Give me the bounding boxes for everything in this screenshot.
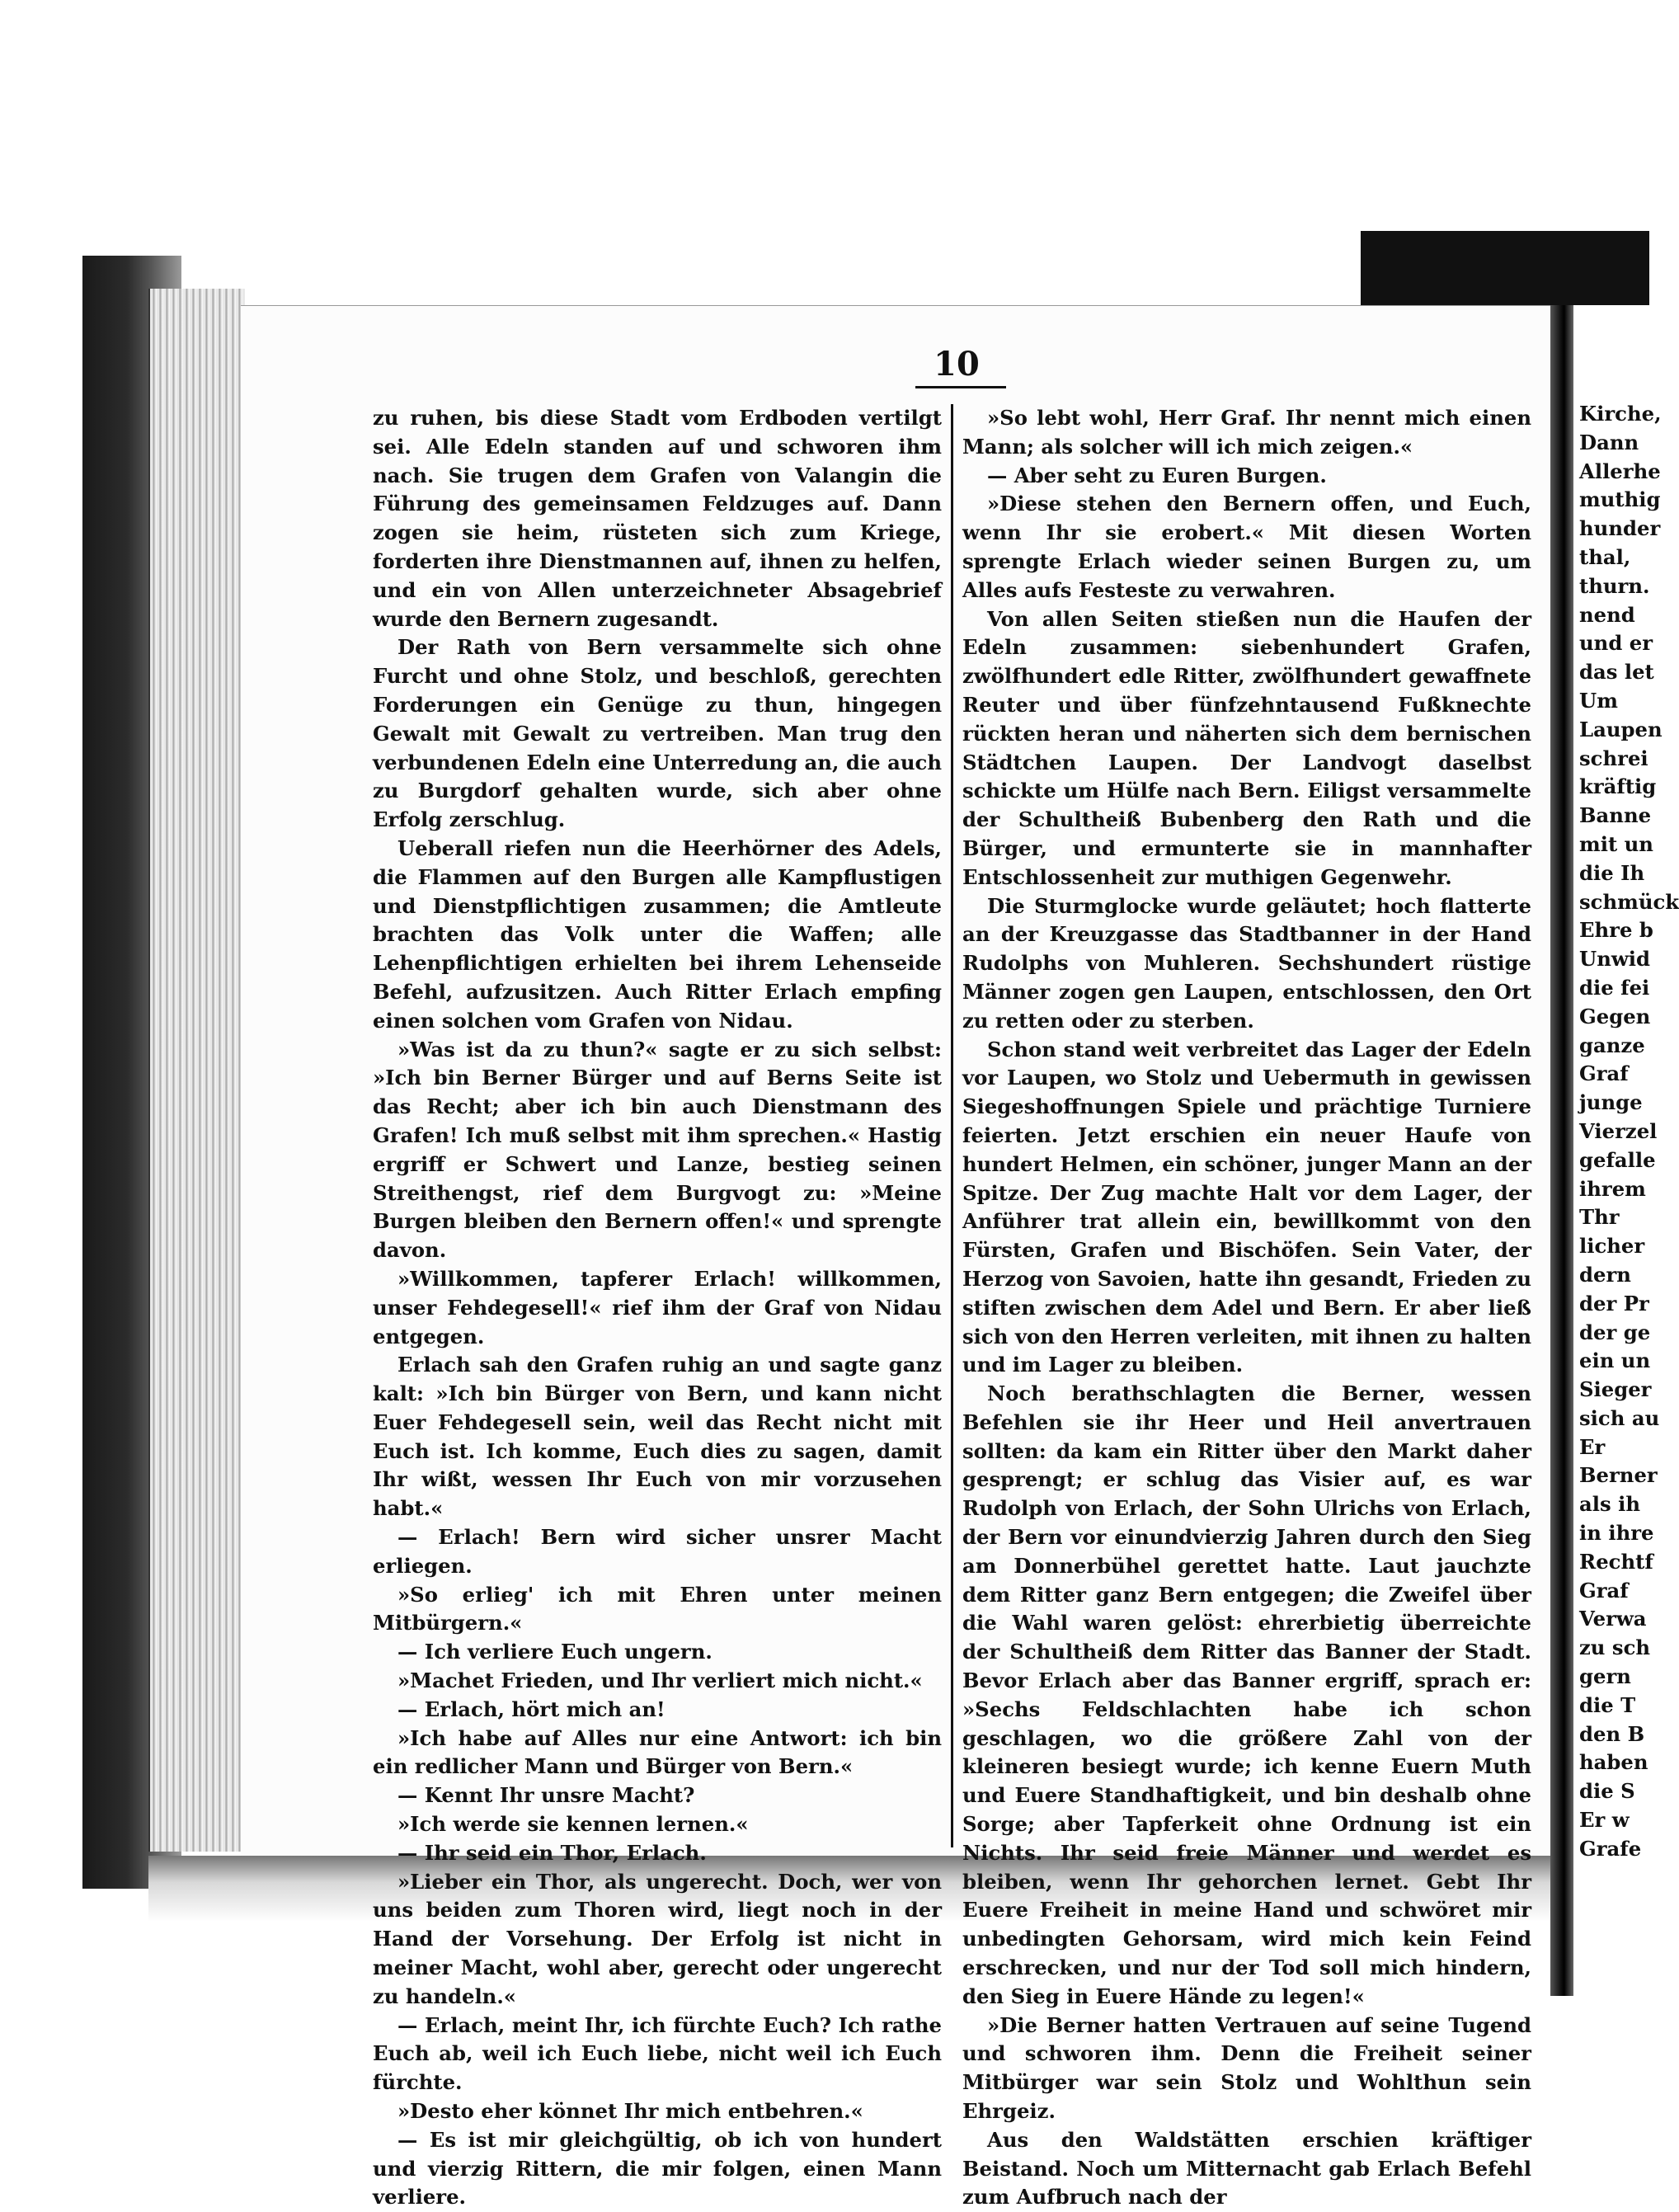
facing-page-line: licher (1579, 1234, 1645, 1259)
facing-page-line: die fei (1579, 975, 1650, 1000)
facing-page-line: thal, (1579, 544, 1631, 569)
facing-page-line: die S (1579, 1779, 1635, 1804)
paragraph: Schon stand weit verbreitet das Lager der Edeln vor Laupen, wo Stolz und Uebermuth in gewissen Siegeshoffnungen Spiele und prächtige Turniere feierten. Jetzt erschien ein neuer Haufe von hundert Helmen, ein schöner, junger Mann an der Spitze. Der Zug machte Halt vor dem Lager, der Anführer trat allein ein, bewillkommt von den Fürsten, Grafen und Bischöfen. Sein Vater, der Herzog von Savoien, hatte ihn gesandt, Frieden zu stiften zwischen dem Adel und Bern. Er aber ließ sich von den Herren verleiten, mit ihnen zu halten und im Lager zu bleiben. (962, 1037, 1531, 1377)
facing-page-line: Thr (1579, 1205, 1620, 1230)
facing-page-line: Rechtf (1579, 1549, 1653, 1574)
paragraph: »Die Berner hatten Vertrauen auf seine Tugend und schworen ihm. Denn die Freiheit seiner Mitbürger war sein Stolz und Wohlthun sein Ehrgeiz. (962, 2012, 1531, 2124)
dialogue-line: — Ich verliere Euch ungern. (397, 1640, 713, 1664)
paragraph: »Diese stehen den Bernern offen, und Euch, wenn Ihr sie erobert.« Mit diesen Worten sprengte Erlach wieder seinen Burgen zu, um Alles aufs Festeste zu verwahren. (962, 492, 1531, 602)
facing-page-line: Grafe (1579, 1836, 1642, 1861)
facing-page-line: sich au (1579, 1405, 1660, 1430)
facing-page-line: ihrem (1579, 1176, 1646, 1201)
page-number-rule (915, 386, 1006, 388)
facing-page-line: Ehre b (1579, 918, 1653, 943)
dialogue-line: — Erlach, meint Ihr, ich fürchte Euch? Ich rathe Euch ab, weil ich Euch liebe, nicht weil ich Euch fürchte. (373, 2012, 942, 2095)
facing-page-line: Graf (1579, 1061, 1629, 1086)
facing-page-line: ein un (1579, 1348, 1651, 1373)
facing-page-line: und er (1579, 631, 1653, 656)
dialogue-line: — Es ist mir gleichgültig, ob ich von hundert und vierzig Rittern, die mir folgen, einen Mann verliere. (373, 2127, 942, 2210)
facing-page-line: gern (1579, 1664, 1631, 1689)
facing-page-line: mit un (1579, 831, 1653, 856)
facing-page-line: Um (1579, 688, 1618, 713)
stacked-page-edges (148, 289, 245, 1852)
facing-page-line: Banne (1579, 803, 1652, 828)
facing-page-line: gefalle (1579, 1147, 1656, 1172)
paragraph: »Was ist da zu thun?« sagte er zu sich selbst: »Ich bin Berner Bürger und auf Berns Seite ist das Recht; aber ich bin auch Dienstmann des Grafen! Ich muß selbst mit ihm sprechen.« Hastig ergriff er Schwert und Lanze, bestieg seinen Streithengst, rief dem Burgvogt zu: »Meine Burgen bleiben den Bernern offen!« und sprengte davon. (373, 1037, 942, 1263)
scanner-top-shadow (1361, 231, 1649, 305)
dialogue-line: »Desto eher könnet Ihr mich entbehren.« (397, 2099, 863, 2124)
dialogue-line: — Aber seht zu Euren Burgen. (987, 463, 1327, 487)
facing-page-line: Er w (1579, 1808, 1630, 1833)
dialogue-line: — Erlach, hört mich an! (397, 1697, 665, 1721)
dialogue-line: »Machet Frieden, und Ihr verliert mich nicht.« (397, 1668, 923, 1693)
text-column-right (962, 404, 1531, 2212)
facing-page-line: die Ih (1579, 860, 1645, 885)
paragraph: Der Rath von Bern versammelte sich ohne Furcht und ohne Stolz, und beschloß, gerechten Forderungen ein Genüge zu thun, hingegen Gewalt mit Gewalt zu vertreiben. Man trug den verbundenen Edeln eine Unterredung an, die auch zu Burgdorf gehalten wurde, sich aber ohne Erfolg zerschlug. (373, 635, 942, 832)
facing-page-line: Verwa (1579, 1607, 1647, 1631)
facing-page-line: ganze (1579, 1033, 1645, 1057)
paragraph: Erlach sah den Grafen ruhig an und sagte ganz kalt: »Ich bin Bürger von Bern, und kann nicht Euer Fehdegesell sein, weil das Recht nicht mit Euch ist. Ich komme, Euch dies zu sagen, damit Ihr wißt, wessen Ihr Euch von mir vorzusehen habt.« (373, 1353, 942, 1521)
facing-page-line: schrei (1579, 746, 1648, 770)
facing-page-line: nend (1579, 602, 1635, 627)
dialogue-line: — Kennt Ihr unsre Macht? (397, 1783, 695, 1808)
facing-page-line: Graf (1579, 1578, 1629, 1603)
dialogue-line: »Ich werde sie kennen lernen.« (397, 1812, 749, 1837)
facing-page-line: kräftig (1579, 774, 1657, 799)
paragraph: Die Sturmglocke wurde geläutet; hoch flatterte an der Kreuzgasse das Stadtbanner in der Hand Rudolphs von Muhleren. Sechshundert rüstige Männer zogen gen Laupen, entschlossen, den Ort zu retten oder zu sterben. (962, 893, 1531, 1033)
dialogue-line: »So lebt wohl, Herr Graf. Ihr nennt mich einen Mann; als solcher will ich mich zeigen.« (962, 406, 1531, 459)
facing-page-line: die T (1579, 1692, 1636, 1717)
facing-page-line: Er (1579, 1434, 1606, 1459)
facing-page-line: den B (1579, 1721, 1645, 1746)
paragraph: Aus den Waldstätten erschien kräftiger Beistand. Noch um Mitternacht gab Erlach Befehl zum Aufbruch nach der (962, 2127, 1531, 2210)
facing-page-line: Sieger (1579, 1377, 1652, 1402)
facing-page-line: der Pr (1579, 1291, 1649, 1315)
dialogue-line: »Lieber ein Thor, als ungerecht. Doch, wer von uns beiden zum Thoren wird, liegt noch in der Hand der Vorsehung. Der Erfolg ist nicht in meiner Macht, wohl aber, gerecht oder ungerecht zu handeln.« (373, 1869, 942, 2008)
book-gutter (1550, 305, 1573, 1996)
facing-page-line: thurn. (1579, 573, 1650, 598)
facing-page-line: dern (1579, 1262, 1631, 1287)
facing-page-line: muthig (1579, 487, 1661, 512)
dialogue-line: »So erlieg' ich mit Ehren unter meinen Mitbürgern.« (373, 1582, 942, 1635)
dialogue-line: »Ich habe auf Alles nur eine Antwort: ich bin ein redlicher Mann und Bürger von Bern.« (373, 1725, 942, 1779)
facing-page-line: Gegen (1579, 1004, 1651, 1028)
facing-page-line: Laupen (1579, 717, 1663, 741)
facing-page-line: zu sch (1579, 1635, 1651, 1660)
paragraph: Von allen Seiten stießen nun die Haufen der Edeln zusammen: siebenhundert Grafen, zwölfhundert edle Ritter, zwölfhundert gewaffnete Reuter und über fünfzehntausend Fußknechte rückten heran und näherten sich dem bernischen Städtchen Laupen. Der Landvogt daselbst schickte um Hülfe nach Bern. Eiligst versammelte der Schultheiß Bubenberg den Rath und die Bürger, und ermunterte sie in mannhafter Entschlossenheit zur muthigen Gegenwehr. (962, 606, 1531, 889)
column-divider (951, 404, 953, 1847)
facing-page-line: Dann (1579, 430, 1639, 454)
dialogue-line: — Erlach! Bern wird sicher unsrer Macht erliegen. (373, 1525, 942, 1578)
facing-page-line: Kirche, (1579, 402, 1662, 426)
facing-page-line: als ih (1579, 1492, 1641, 1517)
facing-page-line: Allerhe (1579, 459, 1661, 483)
facing-page-line: schmück (1579, 889, 1679, 914)
dialogue-line: — Ihr seid ein Thor, Erlach. (397, 1840, 707, 1865)
facing-page-line: das let (1579, 660, 1654, 685)
paragraph: zu ruhen, bis diese Stadt vom Erdboden vertilgt sei. Alle Edeln standen auf und schworen ihm nach. Sie trugen dem Grafen von Valangin die Führung des gemeinsamen Feldzuges auf. Dann zogen sie heim, rüsteten sich zum Kriege, forderten ihre Dienstmannen auf, ihnen zu helfen, und ein von Allen unterzeichneter Absagebrief wurde den Bernern zugesandt. (373, 406, 942, 631)
paragraph: »Willkommen, tapferer Erlach! willkommen, unser Fehdegesell!« rief ihm der Graf von Nidau entgegen. (373, 1266, 942, 1348)
facing-page-line: junge (1579, 1090, 1643, 1115)
facing-page-line: Vierzel (1579, 1118, 1658, 1143)
page-number: 10 (934, 345, 980, 384)
paragraph: Ueberall riefen nun die Heerhörner des Adels, die Flammen auf den Burgen alle Kampflustigen und Dienstpflichtigen zusammen; die Amtleute brachten das Volk unter die Waffen; alle Lehenpflichtigen erhielten bei ihrem Lehenseide Befehl, aufzusitzen. Auch Ritter Erlach empfing einen solchen vom Grafen von Nidau. (373, 835, 942, 1033)
facing-page-line: in ihre (1579, 1521, 1654, 1546)
text-column-left (373, 404, 942, 2212)
facing-page-line: Unwid (1579, 947, 1650, 972)
paragraph: Noch berathschlagten die Berner, wessen Befehlen sie ihr Heer und Heil anvertrauen sollten: da kam ein Ritter über den Markt daher gesprengt; er schlug das Visier auf, es war Rudolph von Erlach, der Sohn Ulrichs von Erlach, der Bern vor einundvierzig Jahren durch den Sieg am Donnerbühel gerettet hatte. Laut jauchzte dem Ritter ganz Bern entgegen; die Zweifel über die Wahl waren gelöst: ehrerbietig überreichte der Schultheiß dem Ritter das Banner der Stadt. Bevor Erlach aber das Banner ergriff, sprach er: »Sechs Feldschlachten habe ich schon geschlagen, wo die größere Zahl von der kleineren besiegt wurde; ich kenne Euern Muth und Euere Standhaftigkeit, und bin deshalb ohne Sorge; aber Tapferkeit ohne Ordnung ist ein Nichts. Ihr seid freie Männer und werdet es bleiben, wenn Ihr gehorchen lernet. Gebt Ihr Euere Freiheit in meine Hand und schwöret mir unbedingten Gehorsam, wird mich kein Feind erschrecken, und nur der Tod soll mich hindern, den Sieg in Euere Hände zu legen!« (962, 1381, 1531, 2008)
facing-page-line: Berner (1579, 1463, 1658, 1488)
facing-page-line: der ge (1579, 1320, 1651, 1344)
facing-page-line: haben (1579, 1750, 1648, 1775)
facing-page-fragment (1579, 400, 1679, 1864)
facing-page-line: hunder (1579, 516, 1661, 541)
